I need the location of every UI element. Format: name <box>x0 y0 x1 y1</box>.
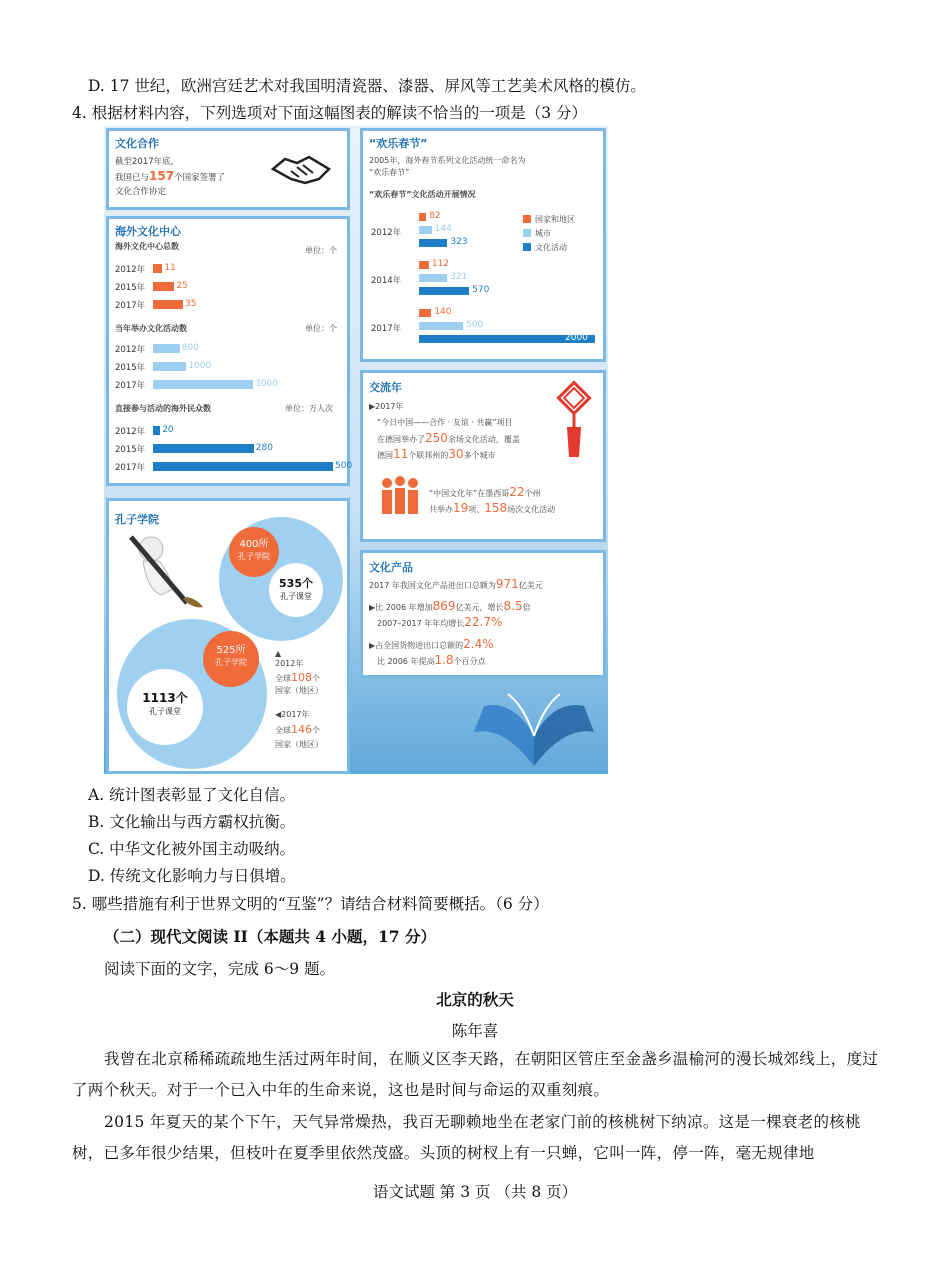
exchange-l3-num1: 11 <box>393 447 409 461</box>
caption-2012-num: 108 <box>291 671 312 684</box>
culture-coop-line2-pre: 我国已与 <box>115 173 150 183</box>
open-book-icon <box>464 686 604 774</box>
panel-exchange-year <box>360 370 606 542</box>
spring-activities-value: 2000 <box>565 333 588 343</box>
overseas-centers-bar <box>153 264 162 273</box>
products-l2 <box>369 599 531 613</box>
overseas-participants-bar <box>153 426 160 435</box>
inst-2017-count: 525所 <box>216 645 246 656</box>
panel-cultural-products <box>360 550 606 678</box>
class-2017-count: 1113个 <box>142 691 188 705</box>
caption-2017-countries <box>275 723 320 736</box>
caption-2012-year-text: 2012年 <box>275 659 304 668</box>
inst-2012-count: 400所 <box>239 539 269 550</box>
panel-overseas-culture-center <box>106 216 353 486</box>
overseas-participants-year-label: 2012年 <box>115 427 146 437</box>
spring-countries-value: 82 <box>429 211 441 221</box>
class-2012-badge <box>269 563 323 617</box>
products-l2-mid: 亿美元，增长 <box>455 603 504 612</box>
overseas-activities-year-label: 2017年 <box>115 381 146 391</box>
caption-2017-pre: 全球 <box>275 726 291 735</box>
overseas-activities-bar <box>153 344 180 353</box>
products-l2-num1: 869 <box>432 599 456 613</box>
products-l5 <box>377 653 486 667</box>
products-l1 <box>369 577 543 591</box>
article-paragraph-1: 我曾在北京稀稀疏疏地生活过两年时间，在顺义区李天路，在朝阳区管庄至金盏乡温榆河的漫长城郊线上，度过了两个秋天。对于一个已入中年的生命来说，这也是时间与命运的双重刻痕。 <box>72 1050 879 1099</box>
culture-coop-line2-post: 个国家签署了 <box>174 173 226 183</box>
option-d: D. 传统文化影响力与日俱增。 <box>88 867 296 885</box>
reading-instruction: 阅读下面的文字，完成 6～9 题。 <box>104 960 336 978</box>
spring-year-label: 2017年 <box>371 324 402 334</box>
page-footer: 语文试题 第 3 页 （共 8 页） <box>372 1183 578 1201</box>
panel-culture-cooperation <box>106 128 350 210</box>
overseas-participants-bar <box>153 444 254 453</box>
overseas-activities-bar <box>153 380 253 389</box>
legend-activities: 文化活动 <box>535 243 567 252</box>
handshake-icon <box>269 149 335 189</box>
exchange-title: 交流年 <box>369 381 402 394</box>
overseas-participants-bar <box>153 462 333 471</box>
spring-countries-bar <box>419 261 429 269</box>
overseas-participants-value: 280 <box>255 443 273 453</box>
article-title: 北京的秋天 <box>436 990 514 1009</box>
option-c: C. 中华文化被外国主动吸纳。 <box>88 840 296 858</box>
overseas-sec1-title: 海外文化中心总数 <box>115 242 179 251</box>
overseas-sec3-title: 直接参与活动的海外民众数 <box>115 404 211 413</box>
spring-cities-value: 144 <box>434 224 452 234</box>
spring-countries-bar <box>419 213 426 221</box>
spring-countries-value: 112 <box>431 259 450 269</box>
overseas-activities-value: 3000 <box>255 379 278 389</box>
option-d-previous: D. 17 世纪，欧洲宫廷艺术对我国明清瓷器、漆器、屏风等工艺美术风格的模仿。 <box>88 77 646 95</box>
exchange-l4-pre: “中国文化年”在墨西哥 <box>429 489 510 498</box>
spring-year-label: 2014年 <box>371 276 402 286</box>
overseas-centers-value: 35 <box>185 299 197 309</box>
exchange-l3-num2: 30 <box>448 447 464 461</box>
panel-happy-spring-festival <box>360 128 606 362</box>
products-l5-post: 个百分点 <box>453 657 486 666</box>
class-2017-label: 孔子课堂 <box>149 707 181 716</box>
inst-2017-label: 孔子学院 <box>215 658 247 667</box>
spring-cities-value: 500 <box>466 320 484 330</box>
article-paragraph-2: 2015 年夏天的某个下午，天气异常燥热，我百无聊赖地坐在老家门前的核桃树下纳凉。这是一棵衰老的核桃树，已多年很少结果，但枝叶在夏季里依然茂盛。头顶的树杈上有一只蝉，它叫一阵，停一阵，毫无规律地 <box>72 1113 861 1162</box>
figure-with-brush-icon <box>117 529 207 609</box>
question-4: 4. 根据材料内容，下列选项对下面这幅图表的解读不恰当的一项是（3 分） <box>72 104 588 122</box>
caption-2012-countries <box>275 671 320 684</box>
overseas-sec2-title: 当年举办文化活动数 <box>115 324 187 333</box>
infographic <box>104 126 608 774</box>
legend-countries-swatch <box>523 215 531 223</box>
spring-cities-bar <box>419 322 463 330</box>
exchange-l2-num: 250 <box>425 431 448 445</box>
option-b: B. 文化输出与西方霸权抗衡。 <box>88 813 296 831</box>
exchange-l4-post: 个州 <box>524 489 541 498</box>
products-l4-pre: ▶占全国货物进出口总额的 <box>369 641 464 650</box>
caption-2017-region: 国家（地区） <box>275 740 323 749</box>
caption-2017-num: 146 <box>291 723 312 736</box>
panel-confucius-institutes <box>106 498 350 774</box>
products-l1-pre: 2017 年我国文化产品进出口总额为 <box>369 581 496 590</box>
spring-cities-bar <box>419 274 447 282</box>
overseas-centers-value: 11 <box>164 263 176 273</box>
exchange-l5-pre: 共举办 <box>429 505 453 514</box>
spring-cities-bar <box>419 226 432 234</box>
overseas-unit3: 单位：万人次 <box>285 404 333 413</box>
exchange-l5-num2: 158 <box>484 501 508 515</box>
article-author: 陈年喜 <box>451 1022 499 1040</box>
exchange-l5 <box>429 501 555 515</box>
legend-activities-swatch <box>523 243 531 251</box>
spring-year-label: 2012年 <box>371 228 402 238</box>
class-2017-badge <box>127 669 203 745</box>
inst-2017-badge <box>203 631 259 687</box>
overseas-activities-value: 1000 <box>188 361 212 371</box>
spring-activities-bar <box>419 287 469 295</box>
exchange-l2-pre: 在德国举办了 <box>377 435 425 444</box>
exchange-l5-mid: 项、 <box>468 505 485 514</box>
products-l5-num: 1.8 <box>434 653 454 667</box>
overseas-centers-value: 25 <box>176 281 188 291</box>
culture-coop-line1: 截至2017年底， <box>115 157 180 167</box>
caption-2012-post: 个 <box>312 674 320 683</box>
spring-activities-value: 570 <box>472 285 490 295</box>
spring-title: “欢乐春节” <box>369 137 428 150</box>
inst-2012-badge <box>229 527 279 577</box>
legend-cities-swatch <box>523 229 531 237</box>
overseas-centers-bar <box>153 300 183 309</box>
legend-countries: 国家和地区 <box>535 215 575 224</box>
products-l3-num: 22.7% <box>464 615 503 629</box>
spring-activities-value: 323 <box>450 237 468 247</box>
spring-desc2: “欢乐春节” <box>369 168 410 177</box>
products-l2-post: 倍 <box>522 603 531 612</box>
culture-coop-line3: 文化合作协定 <box>115 187 167 197</box>
spring-desc1: 2005年，海外春节系列文化活动统一命名为 <box>369 156 526 165</box>
overseas-participants-year-label: 2015年 <box>115 445 146 455</box>
exchange-l4 <box>429 485 541 499</box>
overseas-activities-year-label: 2015年 <box>115 363 146 373</box>
class-2012-count: 535个 <box>279 577 313 590</box>
exchange-l3-pre: 德国 <box>377 451 393 460</box>
spring-activities-bar <box>419 239 447 247</box>
products-l1-num: 971 <box>495 577 519 591</box>
overseas-centers-year-label: 2012年 <box>115 265 146 275</box>
caption-2017-post: 个 <box>312 726 320 735</box>
spring-subtitle: “欢乐春节”文化活动开展情况 <box>369 190 476 199</box>
class-2012-label: 孔子课堂 <box>280 592 312 601</box>
caption-2017-year-text: 2017年 <box>281 710 310 719</box>
exchange-l1: “今日中国——合作 · 友谊 · 共赢”项目 <box>377 418 513 427</box>
overseas-centers-year-label: 2015年 <box>115 283 146 293</box>
caption-2012-pre: 全球 <box>275 674 291 683</box>
products-title: 文化产品 <box>369 561 413 574</box>
products-l1-post: 亿美元 <box>518 581 543 590</box>
legend-cities: 城市 <box>535 229 551 238</box>
question-5: 5. 哪些措施有利于世界文明的“互鉴”？请结合材料简要概括。（6 分） <box>72 895 549 913</box>
overseas-activities-year-label: 2012年 <box>115 345 146 355</box>
section-heading: （二）现代文阅读 II（本题共 4 小题，17 分） <box>104 927 436 946</box>
exchange-year: ▶2017年 <box>369 402 404 411</box>
products-l3 <box>377 615 502 629</box>
culture-coop-line2 <box>115 169 225 183</box>
exchange-l2-post: 余场文化活动，覆盖 <box>447 435 520 444</box>
exchange-l3 <box>377 447 496 461</box>
exchange-l2 <box>377 431 520 445</box>
products-l4-num: 2.4% <box>463 637 494 651</box>
overseas-unit2: 单位：个 <box>305 324 337 333</box>
products-l4 <box>369 637 494 651</box>
products-l2-num2: 8.5 <box>503 599 523 613</box>
caption-2012-year: ▲ 2012年 <box>275 649 304 668</box>
exchange-l4-num: 22 <box>509 485 525 499</box>
overseas-activities-bar <box>153 362 186 371</box>
caption-2017-year: ◀2017年 <box>275 710 310 719</box>
exchange-l3-post: 多个城市 <box>463 451 496 460</box>
caption-2012-region: 国家（地区） <box>275 686 323 695</box>
overseas-activities-value: 800 <box>181 343 199 353</box>
overseas-centers-bar <box>153 282 174 291</box>
overseas-participants-value: 20 <box>162 425 174 435</box>
inst-2012-label: 孔子学院 <box>238 552 270 561</box>
exchange-l3-mid: 个联邦州的 <box>408 451 449 460</box>
products-l3-pre: 2007–2017 年年均增长 <box>377 619 465 628</box>
people-group-icon <box>377 475 423 517</box>
exchange-l5-post: 场次文化活动 <box>507 505 556 514</box>
overseas-unit1: 单位：个 <box>305 246 337 255</box>
culture-coop-number: 157 <box>149 169 175 183</box>
overseas-participants-year-label: 2017年 <box>115 463 146 473</box>
products-l5-pre: 比 2006 年提高 <box>377 657 435 666</box>
spring-cities-value: 321 <box>450 272 468 282</box>
overseas-title: 海外文化中心 <box>115 225 181 238</box>
overseas-centers-year-label: 2017年 <box>115 301 146 311</box>
culture-coop-title: 文化合作 <box>115 137 159 150</box>
overseas-participants-value: 500 <box>335 461 353 471</box>
exchange-l5-num1: 19 <box>453 501 469 515</box>
spring-countries-bar <box>419 309 431 317</box>
option-a: A. 统计图表彰显了文化自信。 <box>88 786 296 804</box>
chinese-knot-icon <box>549 379 599 461</box>
confucius-title: 孔子学院 <box>115 513 159 526</box>
spring-countries-value: 140 <box>434 307 452 317</box>
products-l2-pre: ▶比 2006 年增加 <box>369 603 433 612</box>
